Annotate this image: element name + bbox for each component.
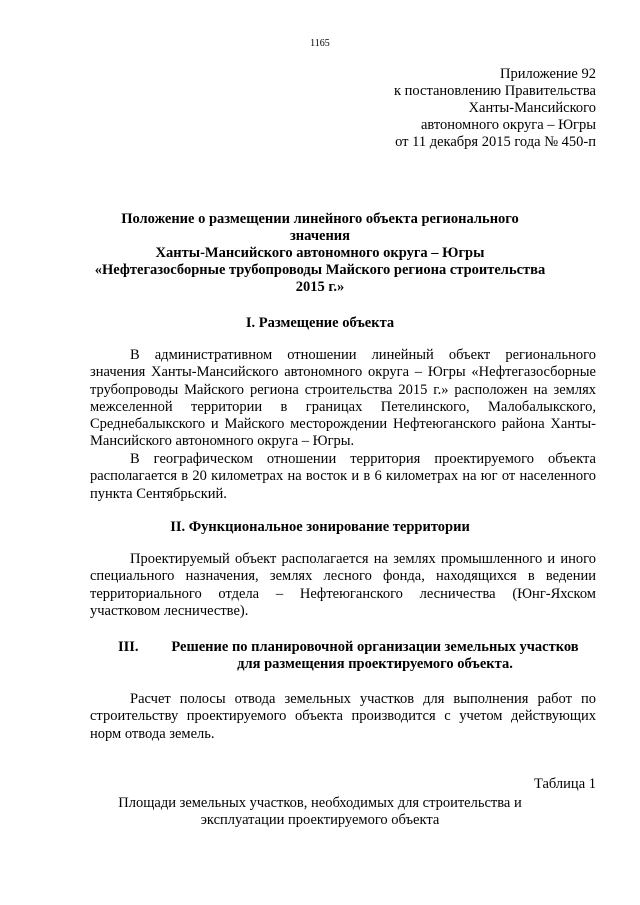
appendix-line: к постановлению Правительства [394, 83, 596, 99]
table-caption [100, 795, 540, 829]
section-2-paragraph-1: Проектируемый объект располагается на землях промышленного и иного специального назначения, землях лесного фонда, находящихся в ведении территориального отдела – Нефтеюганского лесничества (Юнг-Яхском участковом лесничестве). [90, 551, 596, 619]
section-3-heading-line: для размещения проектируемого объекта. [237, 656, 513, 672]
page-number: 1165 [310, 38, 330, 49]
section-1-paragraph-2: В географическом отношении территория проектируемого объекта располагается в 20 километрах на восток и в 6 километрах на юг от населенного пункта Сентябрьский. [90, 451, 596, 502]
appendix-block [394, 66, 596, 151]
document-title [90, 211, 550, 296]
title-line: 2015 г.» [295, 279, 345, 295]
appendix-line: от 11 декабря 2015 года № 450-п [395, 134, 596, 150]
appendix-line: Приложение 92 [500, 66, 596, 82]
section-3-number: III. [118, 639, 139, 655]
section-3-heading-line: Решение по планировочной организации земельных участков [171, 639, 579, 655]
table-caption-line: Площади земельных участков, необходимых для строительства и [118, 795, 522, 811]
section-3-paragraph-1: Расчет полосы отвода земельных участков для выполнения работ по строительству проектируемого объекта производится с учетом действующих норм отвода земель. [90, 691, 596, 742]
appendix-line: автономного округа – Югры [420, 117, 596, 133]
table-label: Таблица 1 [533, 776, 596, 792]
title-line: Ханты-Мансийского автономного округа – Югры [155, 245, 485, 261]
section-3-heading [160, 639, 590, 673]
title-line: Положение о размещении линейного объекта регионального значения [121, 211, 519, 244]
section-1-heading: I. Размещение объекта [245, 315, 395, 331]
section-1-paragraph-1: В административном отношении линейный объект регионального значения Ханты-Мансийского автономного округа – Югры «Нефтегазосборные трубопроводы Майского региона строительства 2015 г.» расположен на землях межселенной территории в границах Петелинского, Малобалыкского, Среднебалыкского и Майского месторождении Нефтеюганского района Ханты-Мансийского автономного округа – Югры. [90, 347, 596, 450]
section-2-heading: II. Функциональное зонирование территории [170, 519, 470, 535]
title-line: «Нефтегазосборные трубопроводы Майского региона строительства [94, 262, 546, 278]
table-caption-line: эксплуатации проектируемого объекта [200, 812, 440, 828]
appendix-line: Ханты-Мансийского [468, 100, 596, 116]
